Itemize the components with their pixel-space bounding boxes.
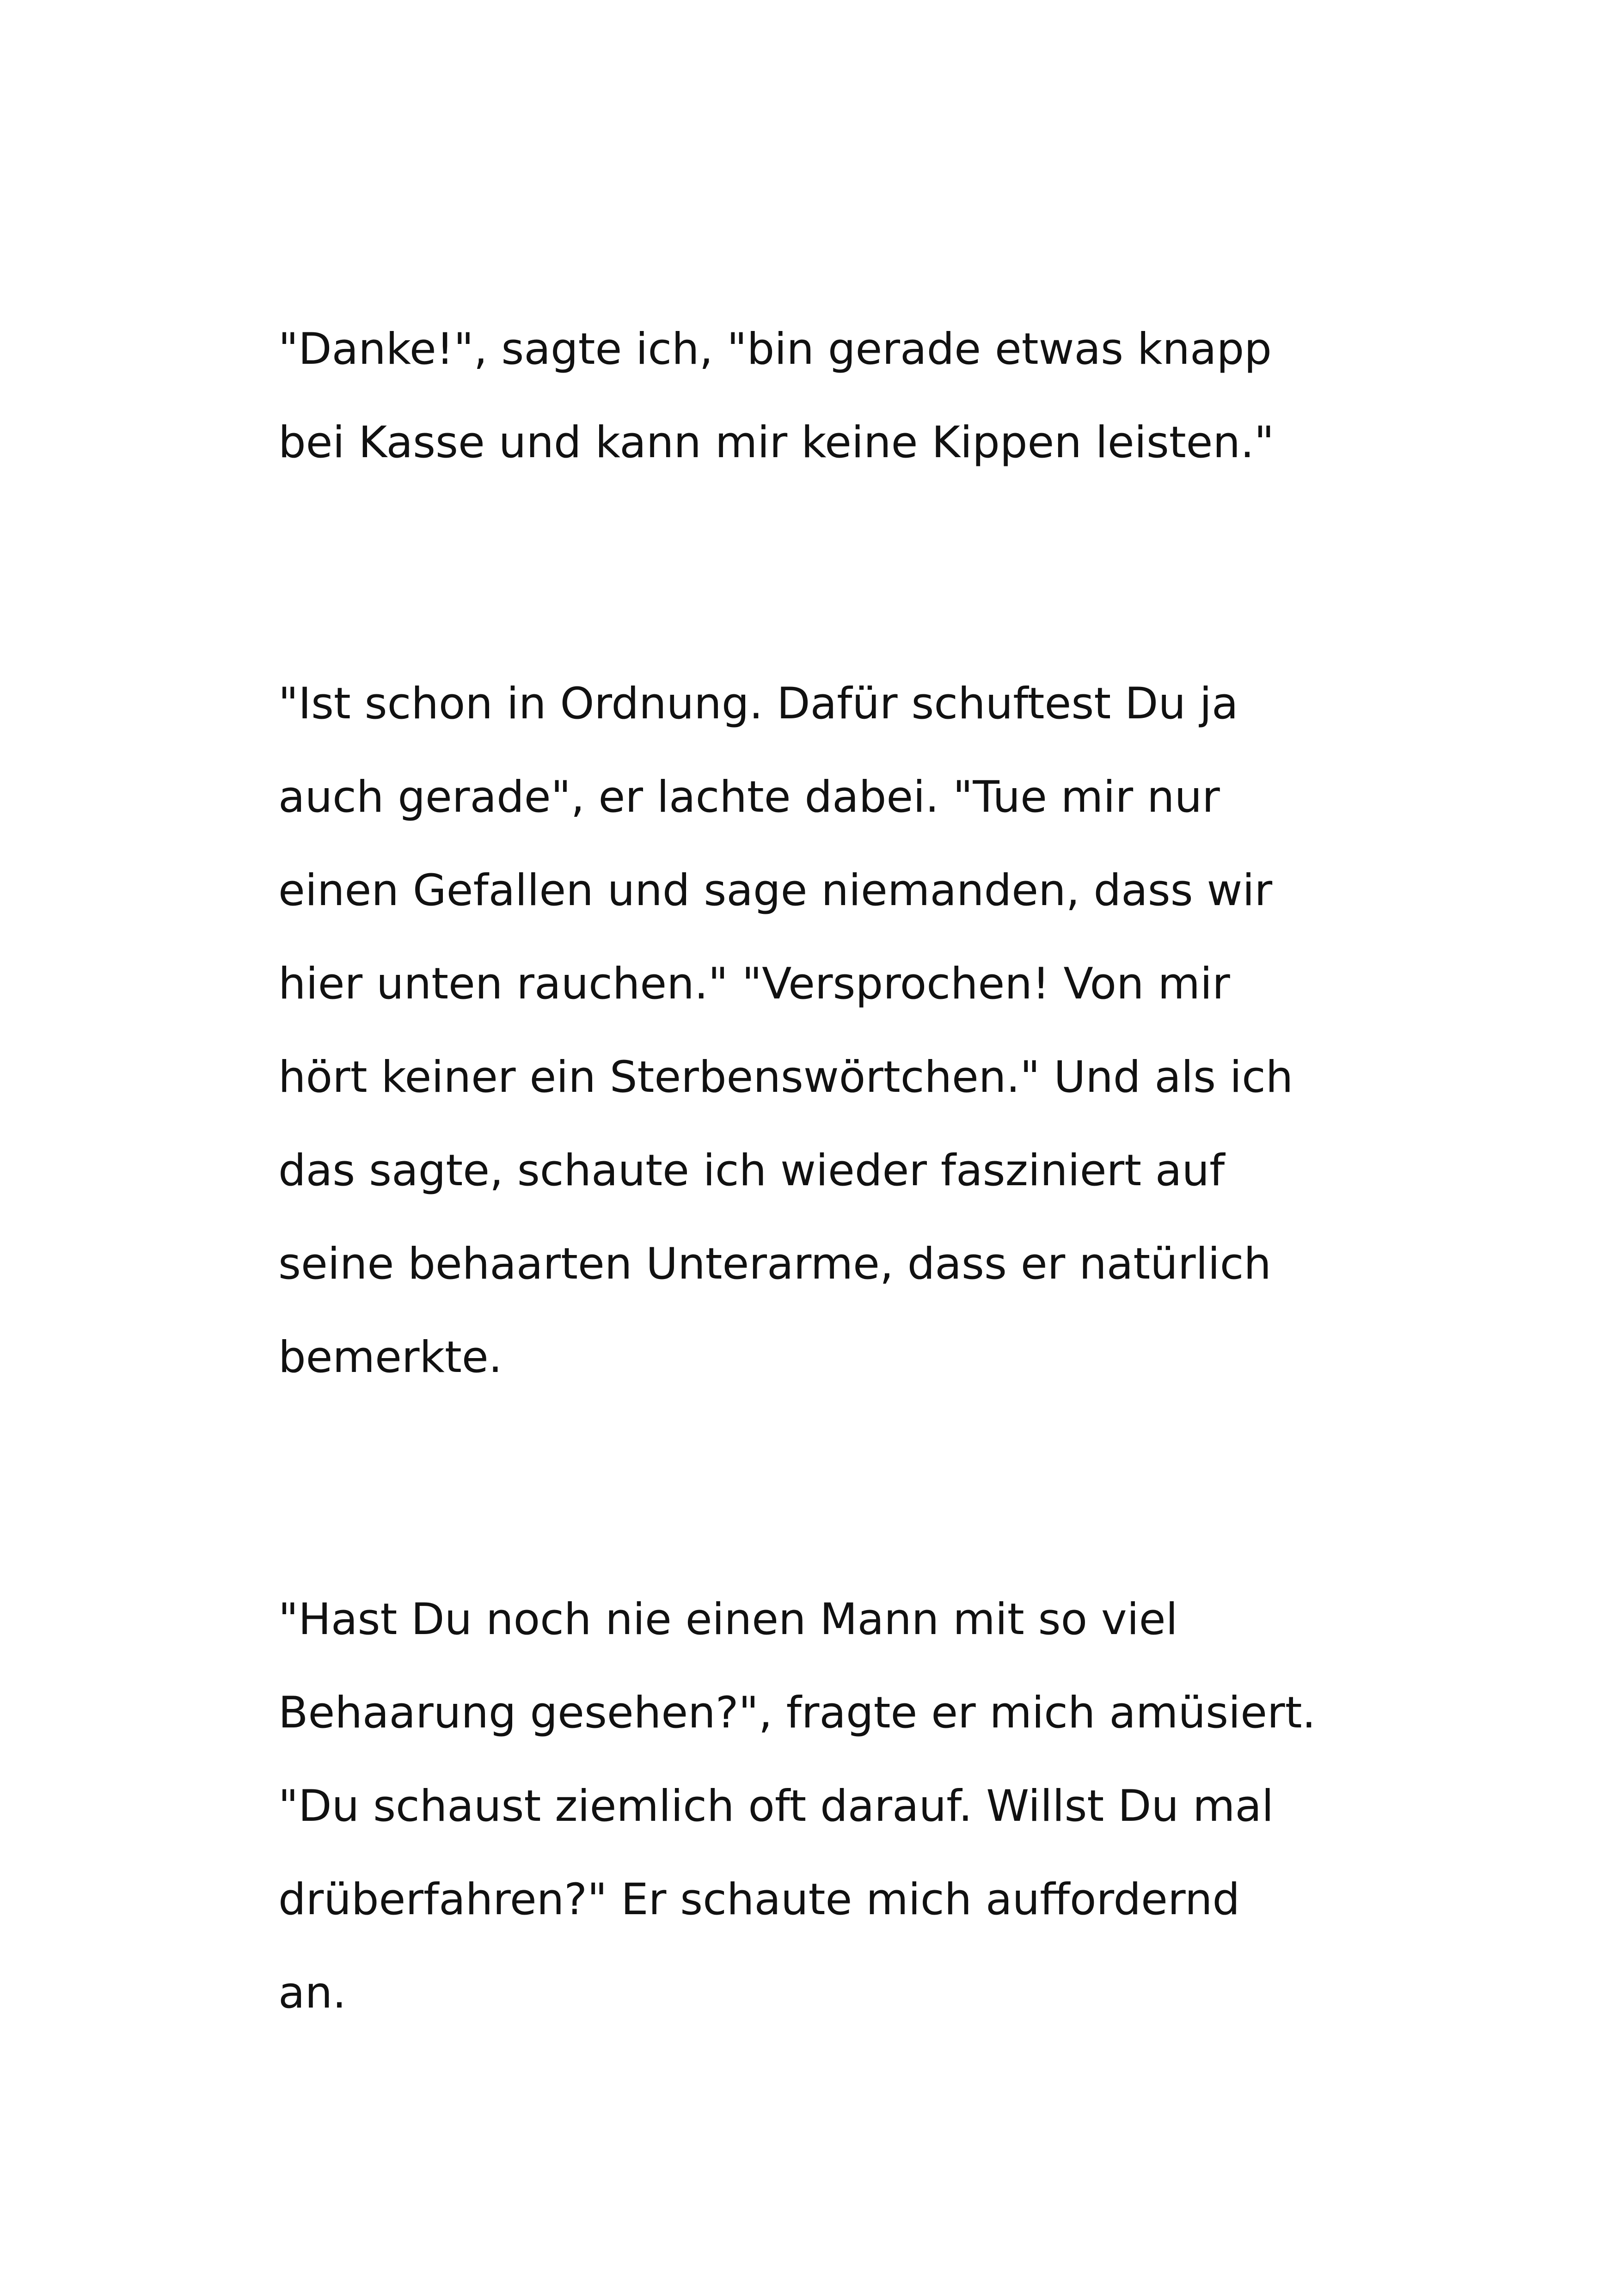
text-line: hört keiner ein Sterbenswörtchen." Und als ich	[278, 1052, 1293, 1102]
text-line: auch gerade", er lachte dabei. "Tue mir nur	[278, 772, 1220, 822]
text-line: "Hast Du noch nie einen Mann mit so viel	[278, 1594, 1178, 1645]
text-line: hier unten rauchen." "Versprochen! Von mir	[278, 959, 1230, 1009]
paragraph-1	[278, 303, 1411, 490]
text-line: bei Kasse und kann mir keine Kippen leisten."	[278, 417, 1275, 468]
text-line: "Danke!", sagte ich, "bin gerade etwas knapp	[278, 324, 1272, 374]
text-line: an.	[278, 1968, 347, 2018]
text-line: bemerkte.	[278, 1332, 503, 1383]
text-line: einen Gefallen und sage niemanden, dass wir	[278, 865, 1273, 916]
text-line: das sagte, schaute ich wieder fasziniert auf	[278, 1145, 1225, 1196]
text-line: seine behaarten Unterarme, dass er natürlich	[278, 1239, 1271, 1289]
text-line: "Du schaust ziemlich oft darauf. Willst Du mal	[278, 1781, 1274, 1831]
paragraph-3	[278, 1573, 1411, 2040]
text-line: "Ist schon in Ordnung. Dafür schuftest Du ja	[278, 679, 1238, 729]
text-line: drüberfahren?" Er schaute mich auffordernd	[278, 1874, 1240, 1925]
paragraph-2	[278, 657, 1411, 1404]
text-line: Behaarung gesehen?", fragte er mich amüsiert.	[278, 1688, 1316, 1738]
